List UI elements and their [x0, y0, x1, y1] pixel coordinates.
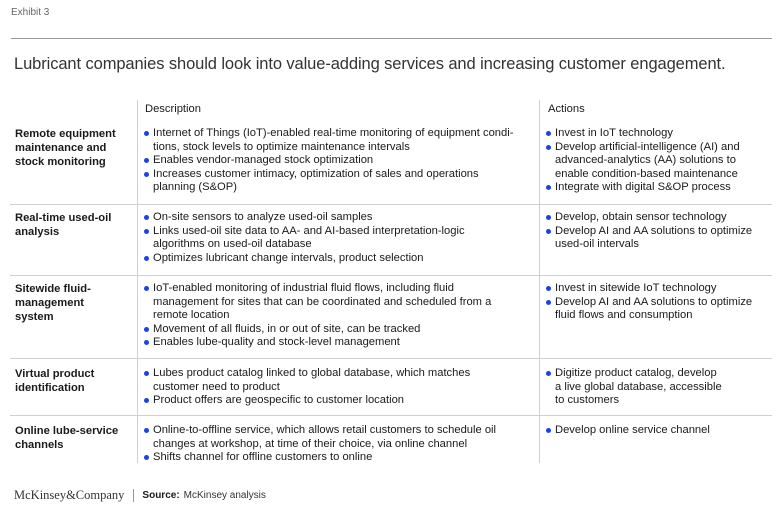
description-line: On-site sensors to analyze used-oil samples: [153, 211, 373, 223]
row-label-line: Online lube-service: [15, 425, 119, 437]
footer: [14, 488, 266, 503]
bullet-icon: [546, 428, 551, 433]
description-line: Product offers are geospecific to customer location: [153, 394, 405, 406]
bullet-icon: [144, 131, 149, 136]
action-list: [546, 424, 774, 438]
description-item: [144, 394, 536, 408]
exhibit-label: Exhibit 3: [11, 7, 50, 18]
bullet-icon: [546, 185, 551, 190]
action-list: [546, 282, 774, 323]
description-list: [144, 424, 536, 465]
action-item: [546, 211, 774, 225]
top-rule: [11, 38, 772, 39]
bullet-icon: [546, 300, 551, 305]
description-line: planning (S&OP): [153, 181, 237, 193]
action-item: [546, 225, 774, 252]
action-item: [546, 424, 774, 438]
description-item: [144, 336, 536, 350]
bullet-icon: [546, 145, 551, 150]
description-line: management for sites that can be coordinated and scheduled from a: [153, 295, 492, 308]
action-line: Develop AI and AA solutions to optimize: [555, 295, 753, 308]
description-column-header: Description: [145, 103, 201, 115]
row-label: [15, 282, 91, 324]
source-label: Source:: [142, 490, 180, 501]
row-label-line: maintenance and: [15, 142, 107, 154]
action-item: [546, 127, 774, 141]
row-label: [15, 424, 118, 452]
page-title: Lubricant companies should look into value-adding services and increasing customer engagement.: [14, 55, 726, 73]
bullet-icon: [546, 215, 551, 220]
description-item: [144, 154, 536, 168]
description-line: Optimizes lubricant change intervals, product selection: [153, 251, 424, 264]
actions-column-header: Actions: [548, 103, 585, 115]
description-item: [144, 127, 536, 154]
description-line: Increases customer intimacy, optimization of sales and operations: [153, 167, 479, 180]
bullet-icon: [144, 215, 149, 220]
row-label: [15, 127, 116, 169]
description-item: [144, 451, 536, 465]
description-line: Internet of Things (IoT)-enabled real-time monitoring of equipment condi-: [153, 127, 514, 139]
description-line: remote location: [153, 309, 230, 321]
row-separator: [10, 275, 772, 276]
source-text: McKinsey analysis: [183, 490, 266, 501]
bullet-icon: [144, 371, 149, 376]
description-line: Movement of all fluids, in or out of site, can be tracked: [153, 322, 421, 335]
row-separator: [10, 204, 772, 205]
action-item: [546, 367, 774, 408]
description-line: IoT-enabled monitoring of industrial fluid flows, including fluid: [153, 282, 454, 294]
bullet-icon: [144, 256, 149, 261]
row-label-line: management: [15, 297, 85, 309]
description-line: Links used-oil site data to AA- and AI-based interpretation-logic: [153, 224, 465, 237]
footer-divider: [133, 489, 134, 502]
bullet-icon: [144, 158, 149, 163]
description-line: customer need to product: [153, 380, 280, 393]
row-separator: [10, 358, 772, 359]
action-line: Develop artificial-intelligence (AI) and: [555, 140, 740, 153]
description-list: [144, 127, 536, 195]
bullet-icon: [144, 455, 149, 460]
action-list: [546, 367, 774, 408]
action-list: [546, 127, 774, 195]
description-item: [144, 225, 536, 252]
action-list: [546, 211, 774, 252]
bullet-icon: [144, 172, 149, 177]
bullet-icon: [546, 371, 551, 376]
description-item: [144, 424, 536, 451]
bullet-icon: [546, 131, 551, 136]
description-line: Enables vendor-managed stock optimization: [153, 154, 374, 166]
description-item: [144, 282, 536, 323]
company-logo: McKinsey&Company: [14, 488, 125, 502]
action-line: Integrate with digital S&OP process: [555, 181, 731, 193]
description-item: [144, 211, 536, 225]
action-line: Invest in sitewide IoT technology: [555, 282, 717, 294]
action-item: [546, 141, 774, 182]
description-line: changes at workshop, at time of their choice, via online channel: [153, 437, 468, 450]
action-line: a live global database, accessible: [555, 380, 722, 393]
bullet-icon: [144, 398, 149, 403]
row-label-line: system: [15, 311, 54, 323]
description-list: [144, 282, 536, 350]
action-item: [546, 296, 774, 323]
action-line: to customers: [555, 394, 620, 406]
action-line: Develop, obtain sensor technology: [555, 211, 727, 223]
bullet-icon: [546, 286, 551, 291]
bullet-icon: [144, 340, 149, 345]
description-line: Lubes product catalog linked to global database, which matches: [153, 367, 471, 379]
description-line: Enables lube-quality and stock-level management: [153, 336, 400, 348]
description-line: Shifts channel for offline customers to online: [153, 451, 373, 463]
row-label-line: Real-time used-oil: [15, 212, 112, 224]
row-label-line: identification: [15, 382, 85, 394]
action-line: fluid flows and consumption: [555, 309, 693, 321]
description-item: [144, 252, 536, 266]
action-line: Invest in IoT technology: [555, 127, 673, 139]
action-line: Develop AI and AA solutions to optimize: [555, 224, 753, 237]
row-label-line: channels: [15, 439, 64, 451]
row-label: [15, 211, 111, 239]
bullet-icon: [144, 428, 149, 433]
bullet-icon: [144, 286, 149, 291]
bullet-icon: [144, 327, 149, 332]
bullet-icon: [144, 229, 149, 234]
description-item: [144, 168, 536, 195]
action-line: advanced-analytics (AA) solutions to: [555, 154, 736, 166]
action-line: Develop online service channel: [555, 424, 710, 436]
description-list: [144, 211, 536, 265]
description-line: Online-to-offline service, which allows retail customers to schedule oil: [153, 424, 497, 436]
action-item: [546, 181, 774, 195]
row-label: [15, 367, 94, 395]
row-separator: [10, 415, 772, 416]
description-item: [144, 323, 536, 337]
description-list: [144, 367, 536, 408]
action-line: Digitize product catalog, develop: [555, 367, 717, 379]
action-item: [546, 282, 774, 296]
actions-column-divider: [539, 100, 540, 463]
row-label-line: Virtual product: [15, 368, 95, 380]
row-label-line: stock monitoring: [15, 156, 106, 168]
action-line: enable condition-based maintenance: [555, 167, 738, 180]
row-label-line: analysis: [15, 226, 60, 238]
description-line: algorithms on used-oil database: [153, 238, 312, 250]
description-item: [144, 367, 536, 394]
action-line: used-oil intervals: [555, 238, 639, 250]
description-column-divider: [137, 100, 138, 463]
row-label-line: Remote equipment: [15, 128, 116, 140]
bullet-icon: [546, 229, 551, 234]
row-label-line: Sitewide fluid-: [15, 283, 91, 295]
description-line: tions, stock levels to optimize maintenance intervals: [153, 140, 410, 153]
